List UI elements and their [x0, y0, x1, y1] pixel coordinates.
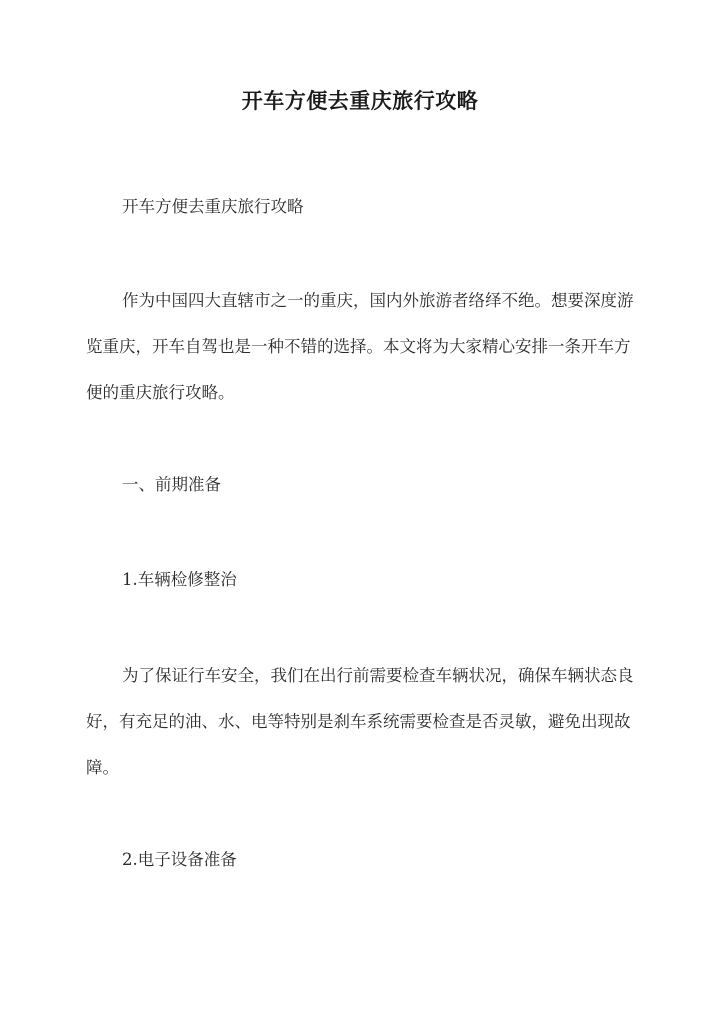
section-heading: [86, 462, 646, 508]
subsection-heading: [86, 837, 646, 883]
heading-electronics: 2.电子设备准备: [122, 850, 237, 869]
intro-paragraph: [86, 278, 646, 416]
paragraph-intro: 作为中国四大直辖市之一的重庆，国内外旅游者络绎不绝。想要深度游览重庆，开车自驾也是一种不错的选择。本文将为大家精心安排一条开车方便的重庆旅行攻略。: [86, 291, 634, 402]
vehicle-paragraph: [86, 653, 646, 791]
paragraph-vehicle-check: 为了保证行车安全，我们在出行前需要检查车辆状况，确保车辆状态良好，有充足的油、水、电等特别是刹车系统需要检查是否灵敏，避免出现故障。: [86, 666, 634, 777]
page-title: 开车方便去重庆旅行攻略: [241, 88, 479, 113]
subtitle-paragraph: [86, 184, 646, 230]
paragraph-subtitle: 开车方便去重庆旅行攻略: [122, 197, 304, 216]
subsection-heading: [86, 557, 646, 603]
heading-vehicle-check: 1.车辆检修整治: [122, 570, 237, 589]
heading-preparation: 一、前期准备: [122, 475, 221, 494]
